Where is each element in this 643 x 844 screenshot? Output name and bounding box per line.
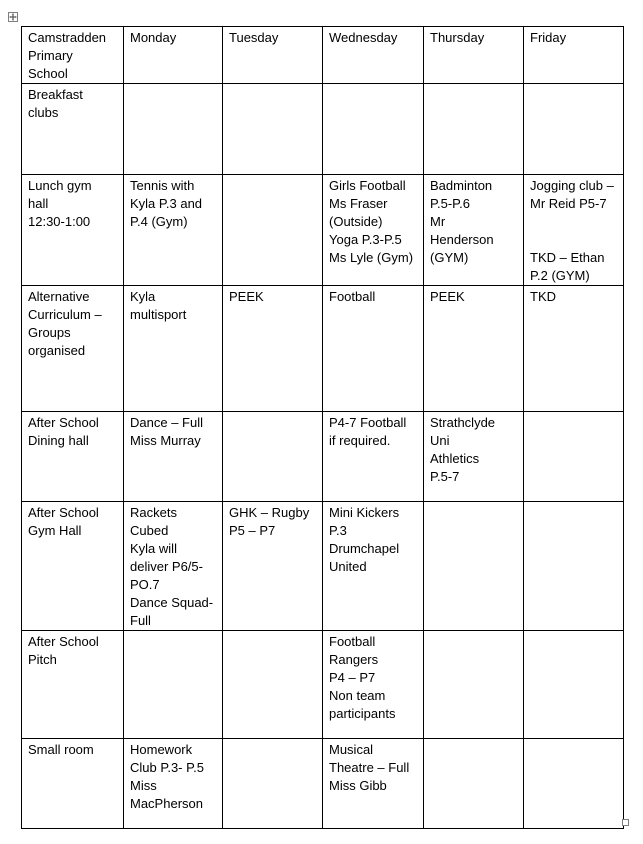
table-cell[interactable] bbox=[124, 84, 223, 175]
table-cell[interactable]: Football bbox=[323, 286, 424, 412]
table-row-small-room bbox=[22, 739, 624, 829]
day-header-wednesday[interactable]: Wednesday bbox=[323, 27, 424, 84]
table-cell[interactable]: Musical Theatre – Full Miss Gibb bbox=[323, 739, 424, 829]
table-cell[interactable] bbox=[524, 84, 624, 175]
table-row-alternative-curriculum bbox=[22, 286, 624, 412]
table-cell[interactable] bbox=[124, 631, 223, 739]
row-label[interactable]: Lunch gym hall 12:30-1:00 bbox=[22, 175, 124, 286]
row-label[interactable]: Breakfast clubs bbox=[22, 84, 124, 175]
table-cell[interactable]: Tennis with Kyla P.3 and P.4 (Gym) bbox=[124, 175, 223, 286]
table-cell[interactable] bbox=[223, 631, 323, 739]
table-cell[interactable] bbox=[524, 412, 624, 502]
day-header-monday[interactable]: Monday bbox=[124, 27, 223, 84]
table-cell[interactable]: Badminton P.5-P.6 Mr Henderson (GYM) bbox=[424, 175, 524, 286]
table-cell[interactable]: GHK – Rugby P5 – P7 bbox=[223, 502, 323, 631]
table-cell[interactable]: Dance – Full Miss Murray bbox=[124, 412, 223, 502]
table-cell[interactable] bbox=[424, 84, 524, 175]
row-label[interactable]: Small room bbox=[22, 739, 124, 829]
table-cell[interactable] bbox=[323, 84, 424, 175]
table-cell[interactable]: Jogging club – Mr Reid P5-7 TKD – Ethan P.2 (GYM) bbox=[524, 175, 624, 286]
table-header-row bbox=[22, 27, 624, 84]
table-cell[interactable] bbox=[424, 739, 524, 829]
table-cell[interactable]: Strathclyde Uni Athletics P.5-7 bbox=[424, 412, 524, 502]
row-label[interactable]: Alternative Curriculum – Groups organised bbox=[22, 286, 124, 412]
table-row-breakfast-clubs bbox=[22, 84, 624, 175]
table-cell[interactable]: TKD bbox=[524, 286, 624, 412]
table-cell[interactable]: Girls Football Ms Fraser (Outside) Yoga P.3-P.5 Ms Lyle (Gym) bbox=[323, 175, 424, 286]
table-cell[interactable] bbox=[223, 739, 323, 829]
table-cell[interactable]: P4-7 Football if required. bbox=[323, 412, 424, 502]
table-cell[interactable] bbox=[424, 502, 524, 631]
day-header-tuesday[interactable]: Tuesday bbox=[223, 27, 323, 84]
table-move-icon[interactable] bbox=[8, 12, 18, 22]
table-cell[interactable] bbox=[524, 739, 624, 829]
table-cell[interactable] bbox=[424, 631, 524, 739]
table-row-after-school-pitch bbox=[22, 631, 624, 739]
table-row-after-school-dining-hall bbox=[22, 412, 624, 502]
day-header-thursday[interactable]: Thursday bbox=[424, 27, 524, 84]
table-cell[interactable]: Football Rangers P4 – P7 Non team participants bbox=[323, 631, 424, 739]
timetable bbox=[21, 26, 624, 829]
table-cell[interactable] bbox=[524, 502, 624, 631]
table-cell[interactable] bbox=[223, 412, 323, 502]
school-name-cell[interactable]: Camstradden Primary School bbox=[22, 27, 124, 84]
table-row-after-school-gym-hall bbox=[22, 502, 624, 631]
table-cell[interactable]: Kyla multisport bbox=[124, 286, 223, 412]
row-label[interactable]: After School Dining hall bbox=[22, 412, 124, 502]
table-resize-icon[interactable] bbox=[622, 819, 629, 826]
table-cell[interactable]: Rackets Cubed Kyla will deliver P6/5- PO.7 Dance Squad- Full bbox=[124, 502, 223, 631]
table-cell[interactable] bbox=[223, 84, 323, 175]
table-cell[interactable]: Homework Club P.3- P.5 Miss MacPherson bbox=[124, 739, 223, 829]
table-cell[interactable] bbox=[223, 175, 323, 286]
row-label[interactable]: After School Gym Hall bbox=[22, 502, 124, 631]
table-row-lunch-gym-hall bbox=[22, 175, 624, 286]
day-header-friday[interactable]: Friday bbox=[524, 27, 624, 84]
row-label[interactable]: After School Pitch bbox=[22, 631, 124, 739]
table-cell[interactable]: Mini Kickers P.3 Drumchapel United bbox=[323, 502, 424, 631]
table-cell[interactable]: PEEK bbox=[223, 286, 323, 412]
table-cell[interactable]: PEEK bbox=[424, 286, 524, 412]
table-cell[interactable] bbox=[524, 631, 624, 739]
